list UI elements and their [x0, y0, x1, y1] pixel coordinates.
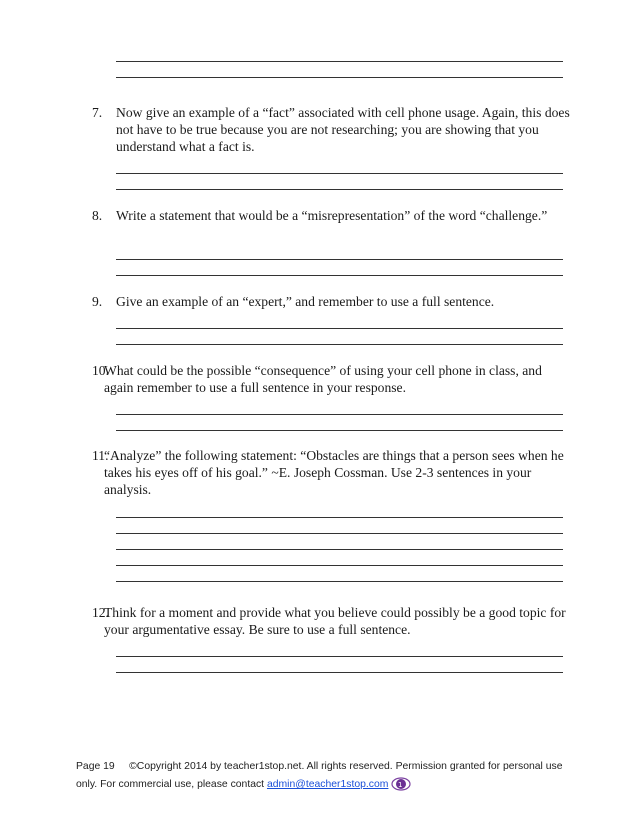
contact-email-link[interactable]: admin@teacher1stop.com	[266, 779, 389, 790]
answer-line	[116, 174, 563, 190]
question-text: What could be the possible “consequence” of using your cell phone in class, and again remember to use a full sentence in your response.	[104, 363, 542, 395]
question-number: 12.	[92, 605, 109, 620]
page-footer	[76, 758, 576, 794]
answer-line	[116, 313, 563, 329]
question-7	[82, 104, 572, 155]
answer-line	[116, 657, 563, 673]
answer-line	[116, 329, 563, 345]
answer-lines-10	[116, 399, 563, 431]
answer-line	[116, 518, 563, 534]
answer-lines-9	[116, 313, 563, 345]
question-9	[82, 293, 572, 310]
copyright-text: ©Copyright 2014 by teacher1stop.net. All rights reserved. Permission granted for personal use only. For commercial use, please contact	[76, 761, 563, 790]
question-11	[82, 447, 572, 498]
question-number: 9.	[92, 294, 103, 309]
teacher1stop-logo-icon	[390, 776, 412, 792]
question-text: Give an example of an “expert,” and remember to use a full sentence.	[116, 294, 495, 309]
answer-line	[116, 415, 563, 431]
answer-line	[116, 62, 563, 78]
answer-line	[116, 46, 563, 62]
answer-lines-12	[116, 641, 563, 673]
page-number: Page 19	[76, 761, 115, 772]
answer-lines-11	[116, 502, 563, 582]
answer-line	[116, 641, 563, 657]
question-text: Think for a moment and provide what you believe could possibly be a good topic for your argumentative essay. Be sure to use a full sentence.	[104, 605, 566, 637]
question-number: 8.	[92, 208, 103, 223]
answer-line	[116, 244, 563, 260]
answer-line	[116, 566, 563, 582]
question-text: Now give an example of a “fact” associated with cell phone usage. Again, this does not have to be true because you are not researching; you are showing that you understand what a fact is.	[116, 105, 570, 154]
svg-text:1: 1	[398, 781, 403, 790]
question-text: Write a statement that would be a “misrepresentation” of the word “challenge.”	[116, 208, 548, 223]
answer-lines-6	[116, 46, 563, 78]
answer-lines-7	[116, 158, 563, 190]
answer-lines-8	[116, 244, 563, 276]
answer-line	[116, 260, 563, 276]
question-number: 11.	[92, 448, 109, 463]
question-number: 10.	[92, 363, 109, 378]
answer-line	[116, 399, 563, 415]
answer-line	[116, 158, 563, 174]
question-10	[82, 362, 572, 396]
question-12	[82, 604, 572, 638]
question-number: 7.	[92, 105, 103, 120]
question-text: “Analyze” the following statement: “Obstacles are things that a person sees when he takes his eyes off of his goal.” ~E. Joseph Cossman. Use 2-3 sentences in your analysis.	[104, 448, 564, 497]
question-8	[82, 207, 572, 224]
answer-line	[116, 550, 563, 566]
answer-line	[116, 534, 563, 550]
answer-line	[116, 502, 563, 518]
